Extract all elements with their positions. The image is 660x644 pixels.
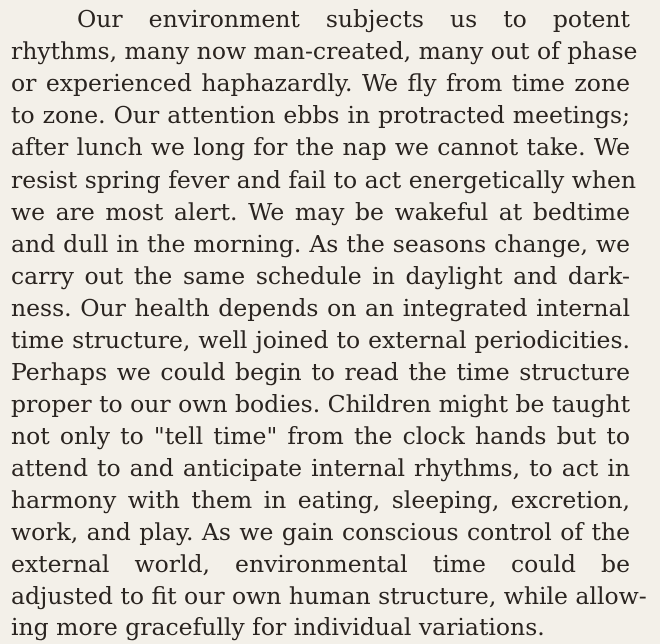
text-line: harmony with them in eating, sleeping, excretion, xyxy=(11,486,630,514)
text-line: rhythms, many now man-created, many out of phase xyxy=(11,37,638,65)
text-line: attend to and anticipate internal rhythms, to act in xyxy=(11,454,630,482)
text-line: ing more gracefully for individual variations. xyxy=(11,613,545,641)
text-line: Perhaps we could begin to read the time structure xyxy=(11,358,630,386)
text-line: we are most alert. We may be wakeful at bedtime xyxy=(11,198,630,226)
text-line: external world, environmental time could be xyxy=(11,550,630,578)
text-line: proper to our own bodies. Children might be taught xyxy=(11,390,631,418)
text-line: and dull in the morning. As the seasons change, we xyxy=(11,230,630,258)
text-line: not only to "tell time" from the clock hands but to xyxy=(11,422,630,450)
text-line: carry out the same schedule in daylight and dark- xyxy=(11,262,630,290)
text-line: after lunch we long for the nap we cannot take. We xyxy=(11,133,630,161)
text-line: work, and play. As we gain conscious control of the xyxy=(11,518,630,546)
text-line: or experienced haphazardly. We fly from time zone xyxy=(11,69,630,97)
text-line: time structure, well joined to external periodicities. xyxy=(11,326,630,354)
text-line: to zone. Our attention ebbs in protracted meetings; xyxy=(11,101,630,129)
text-line: adjusted to fit our own human structure, while allow- xyxy=(11,582,647,610)
text-line: Our environment subjects us to potent xyxy=(77,5,630,33)
text-line: resist spring fever and fail to act energetically when xyxy=(11,166,637,194)
text-line: ness. Our health depends on an integrated internal xyxy=(11,294,630,322)
